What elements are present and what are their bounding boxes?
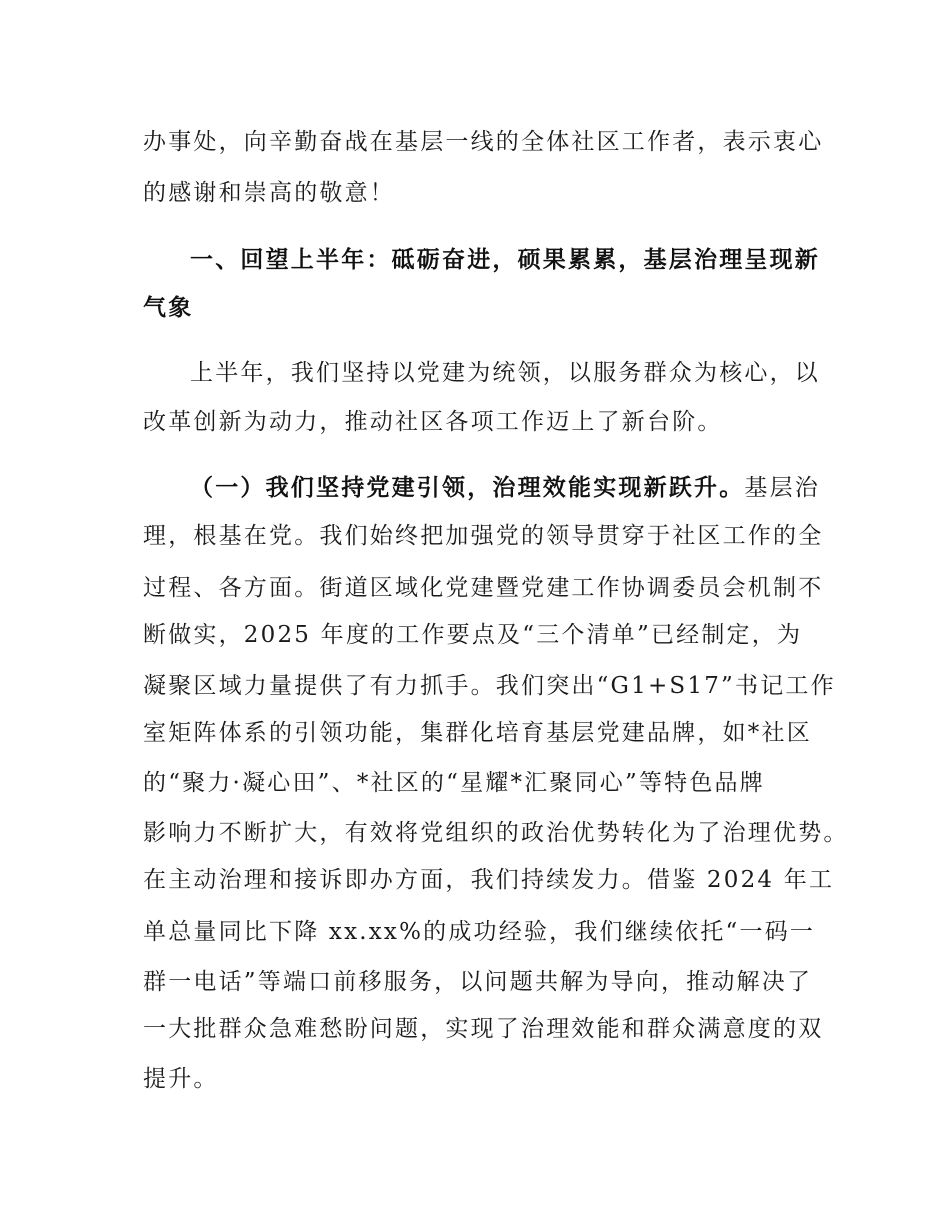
paragraph-2-line-5: 室矩阵体系的引领功能，集群化培育基层党建品牌，如*社区 <box>143 720 812 746</box>
subsection-title: （一）我们坚持党建引领，治理效能实现新跃升。 <box>190 475 745 501</box>
paragraph-2-line-3: 断做实，2025 年度的工作要点及“三个清单”已经制定，为 <box>143 622 803 648</box>
intro-line-1: 办事处，向辛勤奋战在基层一线的全体社区工作者，表示衷心 <box>143 129 824 155</box>
paragraph-2-line-10: 群一电话”等端口前移服务，以问题共解为导向，推动解决了 <box>143 969 813 995</box>
paragraph-2-line-6: 的“聚力·凝心田”、*社区的“星耀*汇聚同心”等特色品牌 <box>143 770 765 796</box>
paragraph-2-line-11: 一大批群众急难愁盼问题，实现了治理效能和群众满意度的双 <box>143 1016 824 1042</box>
section-heading-line-2: 气象 <box>143 295 194 321</box>
paragraph-2-line-8: 在主动治理和接诉即办方面，我们持续发力。借鉴 2024 年工 <box>143 867 835 893</box>
paragraph-2-line-1: 理，根基在党。我们始终把加强党的领导贯穿于社区工作的全 <box>143 523 824 549</box>
paragraph-2-line-4: 凝聚区域力量提供了有力抓手。我们突出“G1+S17”书记工作 <box>143 673 836 699</box>
paragraph-2-line-12: 提升。 <box>143 1066 219 1092</box>
paragraph-1-line-1: 上半年，我们坚持以党建为统领，以服务群众为核心，以 <box>190 360 820 386</box>
subsection-first-line-rest: 基层治 <box>744 475 821 501</box>
paragraph-1-line-2: 改革创新为动力，推动社区各项工作迈上了新台阶。 <box>143 409 723 435</box>
intro-line-2: 的感谢和崇高的敬意！ <box>143 180 395 206</box>
paragraph-2-line-2: 过程、各方面。街道区域化党建暨党建工作协调委员会机制不 <box>143 575 824 601</box>
subsection-first-line <box>190 473 820 503</box>
paragraph-2-line-9: 单总量同比下降 xx.xx%的成功经验，我们继续依托“一码一 <box>143 919 816 945</box>
section-heading-line-1: 一、回望上半年：砥砺奋进，硕果累累，基层治理呈现新 <box>190 247 820 273</box>
paragraph-2-line-7: 影响力不断扩大，有效将党组织的政治优势转化为了治理优势。 <box>143 820 849 846</box>
